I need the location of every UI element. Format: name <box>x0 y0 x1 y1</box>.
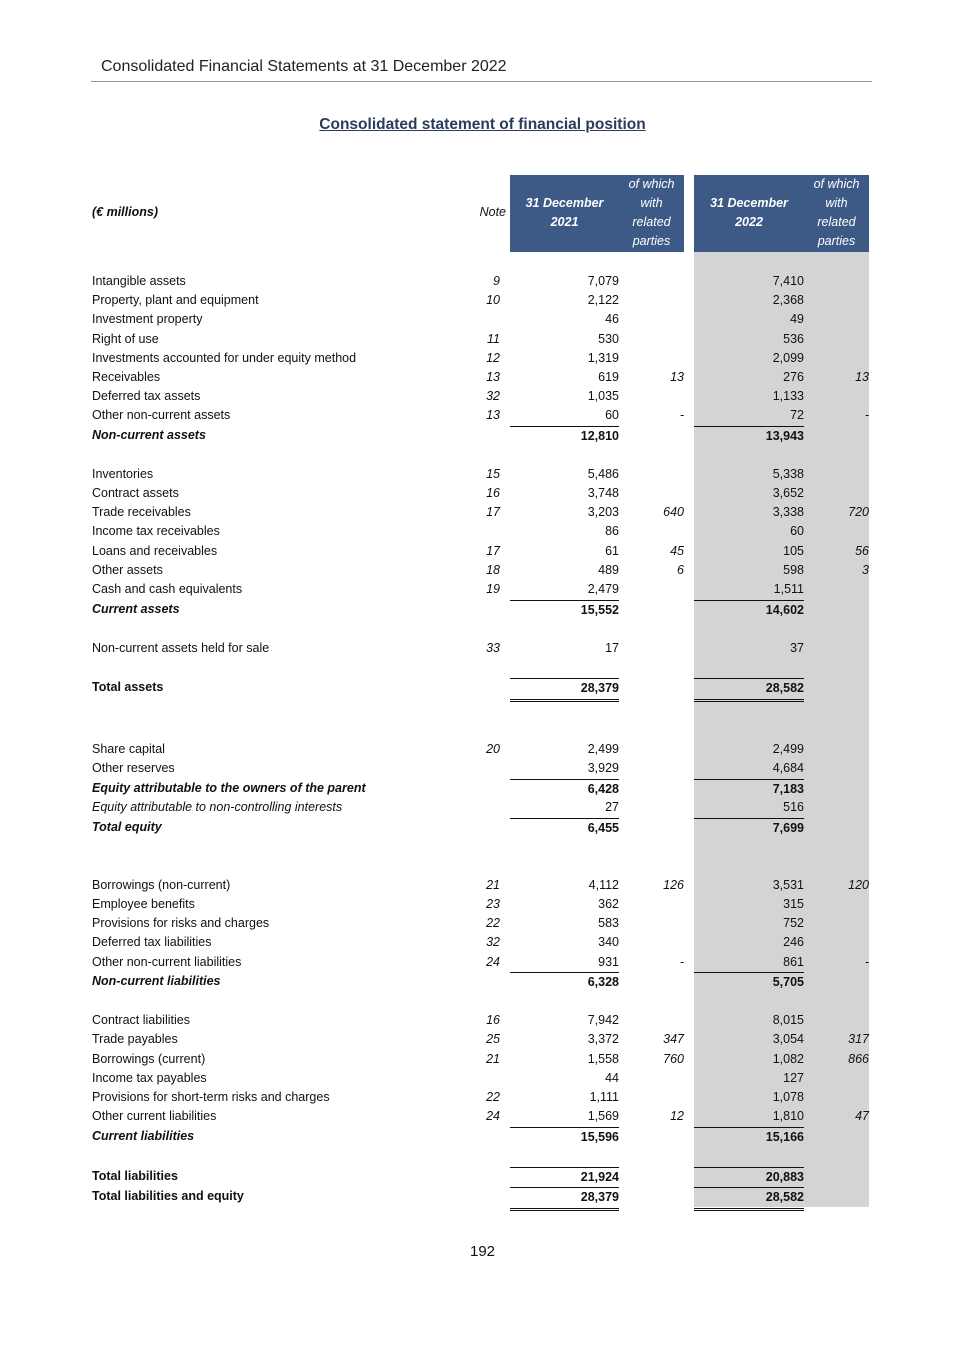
value-2022: 5,338 <box>772 467 804 481</box>
value-2022: 8,015 <box>772 1013 804 1027</box>
value-2022: 1,810 <box>772 1109 804 1123</box>
value-2022: 15,166 <box>694 1127 804 1147</box>
table-row <box>0 1127 965 1146</box>
row-note: 21 <box>486 878 500 892</box>
row-label: Total liabilities <box>92 1169 178 1183</box>
value-2021: 86 <box>605 524 619 538</box>
related-2021: 640 <box>663 505 684 519</box>
row-label: Share capital <box>92 742 165 756</box>
value-2022: 536 <box>783 332 804 346</box>
value-2021: 340 <box>598 935 619 949</box>
value-2022: 276 <box>783 370 804 384</box>
value-2022: 315 <box>783 897 804 911</box>
value-2022: 752 <box>783 916 804 930</box>
column-header-2022-line2: 2022 <box>735 215 763 229</box>
related-2021: - <box>679 408 684 422</box>
page-number: 192 <box>469 1243 496 1260</box>
row-label: Inventories <box>92 467 154 481</box>
table-row <box>0 291 965 310</box>
column-header-2022-line1: 31 December <box>710 196 788 210</box>
value-2022: 2,099 <box>772 351 804 365</box>
row-note: 19 <box>486 582 500 596</box>
value-2021: 27 <box>605 800 619 814</box>
value-2022: 3,652 <box>772 486 804 500</box>
column-header-2021-line1: 31 December <box>525 196 604 210</box>
column-header-2021 <box>510 175 619 252</box>
table-row <box>0 678 965 697</box>
related-2021: 45 <box>670 544 684 558</box>
value-2022: 60 <box>790 524 804 538</box>
value-2021: 7,942 <box>587 1013 619 1027</box>
value-2022: 7,183 <box>694 779 804 799</box>
related-2021-line1: of which <box>628 177 675 191</box>
value-2021: 530 <box>598 332 619 346</box>
value-2022: 5,705 <box>694 972 804 992</box>
table-row <box>0 542 965 561</box>
related-2021: 126 <box>663 878 684 892</box>
table-row <box>0 522 965 541</box>
row-note: 22 <box>486 916 500 930</box>
value-2021: 46 <box>605 312 619 326</box>
table-row <box>0 503 965 522</box>
row-note: 17 <box>486 544 500 558</box>
related-2022-line3: related <box>817 215 856 229</box>
row-note: 11 <box>487 332 500 346</box>
row-note: 17 <box>486 505 500 519</box>
table-row <box>0 387 965 406</box>
related-2021: 760 <box>663 1052 684 1066</box>
related-2021-line3: related <box>632 215 671 229</box>
related-2021-line2: with <box>640 196 663 210</box>
row-label: Trade payables <box>92 1032 178 1046</box>
row-note: 22 <box>486 1090 500 1104</box>
value-2022: 49 <box>790 312 804 326</box>
row-label: Other non-current liabilities <box>92 955 242 969</box>
table-row <box>0 639 965 658</box>
table-row <box>0 818 965 837</box>
row-note: 10 <box>486 293 500 307</box>
value-2022: 516 <box>783 800 804 814</box>
related-2021-line4: parties <box>632 234 671 248</box>
row-label: Current liabilities <box>92 1129 195 1143</box>
value-2021: 362 <box>598 897 619 911</box>
row-label: Right of use <box>92 332 159 346</box>
value-2022: 3,054 <box>772 1032 804 1046</box>
table-row <box>0 972 965 991</box>
value-2021: 15,552 <box>510 600 619 620</box>
value-2021: 1,558 <box>587 1052 619 1066</box>
related-2022: 317 <box>848 1032 869 1046</box>
row-label: Contract assets <box>92 486 179 500</box>
value-2021: 3,372 <box>587 1032 619 1046</box>
row-label: Receivables <box>92 370 161 384</box>
row-label: Total assets <box>92 680 164 694</box>
value-2021: 3,748 <box>587 486 619 500</box>
value-2022: 3,338 <box>772 505 804 519</box>
value-2021: 6,455 <box>510 818 619 838</box>
value-2022: 1,078 <box>772 1090 804 1104</box>
value-2022: 598 <box>783 563 804 577</box>
row-note: 24 <box>486 1109 500 1123</box>
row-label: Non-current assets held for sale <box>92 641 270 655</box>
row-label: Deferred tax liabilities <box>92 935 212 949</box>
table-row <box>0 953 965 972</box>
related-2022-line4: parties <box>817 234 856 248</box>
table-row <box>0 1107 965 1126</box>
value-2022: 28,582 <box>694 678 804 702</box>
row-label: Equity attributable to non-controlling interests <box>92 800 343 814</box>
page-header-title: Consolidated Financial Statements at 31 December 2022 <box>101 58 507 75</box>
table-row <box>0 1050 965 1069</box>
table-row <box>0 1069 965 1088</box>
value-2021: 5,486 <box>587 467 619 481</box>
value-2021: 60 <box>605 408 619 422</box>
value-2021: 7,079 <box>587 274 619 288</box>
row-label: Provisions for risks and charges <box>92 916 270 930</box>
row-label: Provisions for short-term risks and charges <box>92 1090 330 1104</box>
value-2021: 1,569 <box>587 1109 619 1123</box>
row-label: Intangible assets <box>92 274 186 288</box>
table-row <box>0 779 965 798</box>
value-2021: 6,328 <box>510 972 619 992</box>
table-row <box>0 914 965 933</box>
column-header-related-2021 <box>619 175 684 252</box>
value-2021: 17 <box>605 641 619 655</box>
value-2021: 6,428 <box>510 779 619 799</box>
related-2021: 6 <box>677 563 684 577</box>
related-2022: 120 <box>848 878 869 892</box>
related-2022: - <box>864 408 869 422</box>
value-2022: 7,410 <box>772 274 804 288</box>
row-label: Other reserves <box>92 761 175 775</box>
value-2022: 1,511 <box>773 582 804 596</box>
value-2021: 619 <box>598 370 619 384</box>
row-note: 21 <box>486 1052 500 1066</box>
row-note: 15 <box>486 467 500 481</box>
column-header-related-2022 <box>804 175 869 252</box>
value-2021: 2,122 <box>587 293 619 307</box>
row-label: Deferred tax assets <box>92 389 201 403</box>
related-2022: - <box>864 955 869 969</box>
value-2021: 28,379 <box>510 678 619 702</box>
value-2022: 3,531 <box>772 878 804 892</box>
value-2022: 7,699 <box>694 818 804 838</box>
row-note: 32 <box>486 935 500 949</box>
related-2022: 720 <box>848 505 869 519</box>
row-note: 16 <box>486 486 500 500</box>
column-header-2021-line2: 2021 <box>550 215 579 229</box>
value-2021: 15,596 <box>510 1127 619 1147</box>
row-label: Property, plant and equipment <box>92 293 259 307</box>
table-row <box>0 1030 965 1049</box>
table-row <box>0 580 965 599</box>
related-2022: 3 <box>862 563 869 577</box>
value-2022: 861 <box>783 955 804 969</box>
row-label: Employee benefits <box>92 897 195 911</box>
row-note: 18 <box>486 563 500 577</box>
value-2022: 1,133 <box>772 389 804 403</box>
value-2022: 2,499 <box>772 742 804 756</box>
related-2022: 866 <box>848 1052 869 1066</box>
value-2021: 28,379 <box>510 1187 619 1211</box>
value-2021: 1,111 <box>589 1090 619 1104</box>
value-2022: 13,943 <box>694 426 804 446</box>
row-note: 32 <box>486 389 500 403</box>
table-row <box>0 895 965 914</box>
table-row <box>0 310 965 329</box>
related-2022-line2: with <box>825 196 848 210</box>
value-2021: 21,924 <box>510 1167 619 1187</box>
row-label: Cash and cash equivalents <box>92 582 243 596</box>
table-row <box>0 740 965 759</box>
table-row <box>0 330 965 349</box>
row-note: 13 <box>486 408 500 422</box>
row-label: Borrowings (non-current) <box>92 878 231 892</box>
table-row <box>0 561 965 580</box>
table-row <box>0 1187 965 1206</box>
related-2022: 47 <box>855 1109 869 1123</box>
row-note: 9 <box>493 274 500 288</box>
table-row <box>0 1088 965 1107</box>
table-row <box>0 368 965 387</box>
value-2022: 127 <box>783 1071 804 1085</box>
value-2022: 246 <box>783 935 804 949</box>
row-note: 20 <box>486 742 500 756</box>
row-label: Income tax payables <box>92 1071 207 1085</box>
value-2021: 583 <box>598 916 619 930</box>
row-note: 23 <box>486 897 500 911</box>
table-row <box>0 759 965 778</box>
value-2021: 2,499 <box>587 742 619 756</box>
row-note: 25 <box>486 1032 500 1046</box>
related-2021: 347 <box>663 1032 684 1046</box>
row-label: Income tax receivables <box>92 524 220 538</box>
table-row <box>0 933 965 952</box>
row-label: Investments accounted for under equity method <box>92 351 357 365</box>
value-2021: 1,035 <box>587 389 619 403</box>
column-header-2022 <box>694 175 804 252</box>
table-row <box>0 798 965 817</box>
value-2021: 1,319 <box>587 351 619 365</box>
value-2021: 931 <box>598 955 619 969</box>
row-note: 33 <box>486 641 500 655</box>
header-divider <box>91 81 872 82</box>
value-2021: 2,479 <box>587 582 619 596</box>
table-row <box>0 876 965 895</box>
value-2021: 489 <box>598 563 619 577</box>
units-label: (€ millions) <box>92 205 158 219</box>
row-note: 13 <box>486 370 500 384</box>
table-row <box>0 406 965 425</box>
value-2022: 105 <box>783 544 804 558</box>
table-row <box>0 272 965 291</box>
value-2022: 28,582 <box>694 1187 804 1211</box>
table-row <box>0 426 965 445</box>
row-label: Total equity <box>92 820 162 834</box>
row-label: Trade receivables <box>92 505 191 519</box>
row-label: Equity attributable to the owners of the parent <box>92 781 366 795</box>
document-title: Consolidated statement of financial position <box>319 116 646 133</box>
table-row <box>0 465 965 484</box>
related-2022: 13 <box>855 370 869 384</box>
value-2021: 3,203 <box>587 505 619 519</box>
row-label: Loans and receivables <box>92 544 218 558</box>
row-note: 24 <box>486 955 500 969</box>
row-label: Total liabilities and equity <box>92 1189 244 1203</box>
value-2022: 2,368 <box>772 293 804 307</box>
related-2022-line1: of which <box>813 177 860 191</box>
related-2021: 13 <box>670 370 684 384</box>
row-label: Investment property <box>92 312 203 326</box>
value-2021: 61 <box>605 544 619 558</box>
related-2022: 56 <box>855 544 869 558</box>
row-label: Other non-current assets <box>92 408 231 422</box>
value-2021: 4,112 <box>588 878 619 892</box>
table-row <box>0 349 965 368</box>
row-label: Non-current liabilities <box>92 974 221 988</box>
value-2022: 4,684 <box>772 761 804 775</box>
value-2021: 3,929 <box>587 761 619 775</box>
row-note: 12 <box>486 351 500 365</box>
row-label: Other assets <box>92 563 163 577</box>
table-row <box>0 600 965 619</box>
value-2022: 20,883 <box>694 1167 804 1187</box>
table-row <box>0 484 965 503</box>
row-label: Borrowings (current) <box>92 1052 206 1066</box>
value-2022: 37 <box>790 641 804 655</box>
related-2021: 12 <box>670 1109 684 1123</box>
row-label: Non-current assets <box>92 428 206 442</box>
value-2022: 14,602 <box>694 600 804 620</box>
related-2021: - <box>679 955 684 969</box>
row-label: Other current liabilities <box>92 1109 217 1123</box>
value-2022: 72 <box>790 408 804 422</box>
row-label: Contract liabilities <box>92 1013 190 1027</box>
table-row <box>0 1167 965 1186</box>
value-2022: 1,082 <box>772 1052 804 1066</box>
row-note: 16 <box>486 1013 500 1027</box>
value-2021: 12,810 <box>510 426 619 446</box>
table-row <box>0 1011 965 1030</box>
row-label: Current assets <box>92 602 180 616</box>
value-2021: 44 <box>605 1071 619 1085</box>
note-column-header: Note <box>479 205 506 219</box>
